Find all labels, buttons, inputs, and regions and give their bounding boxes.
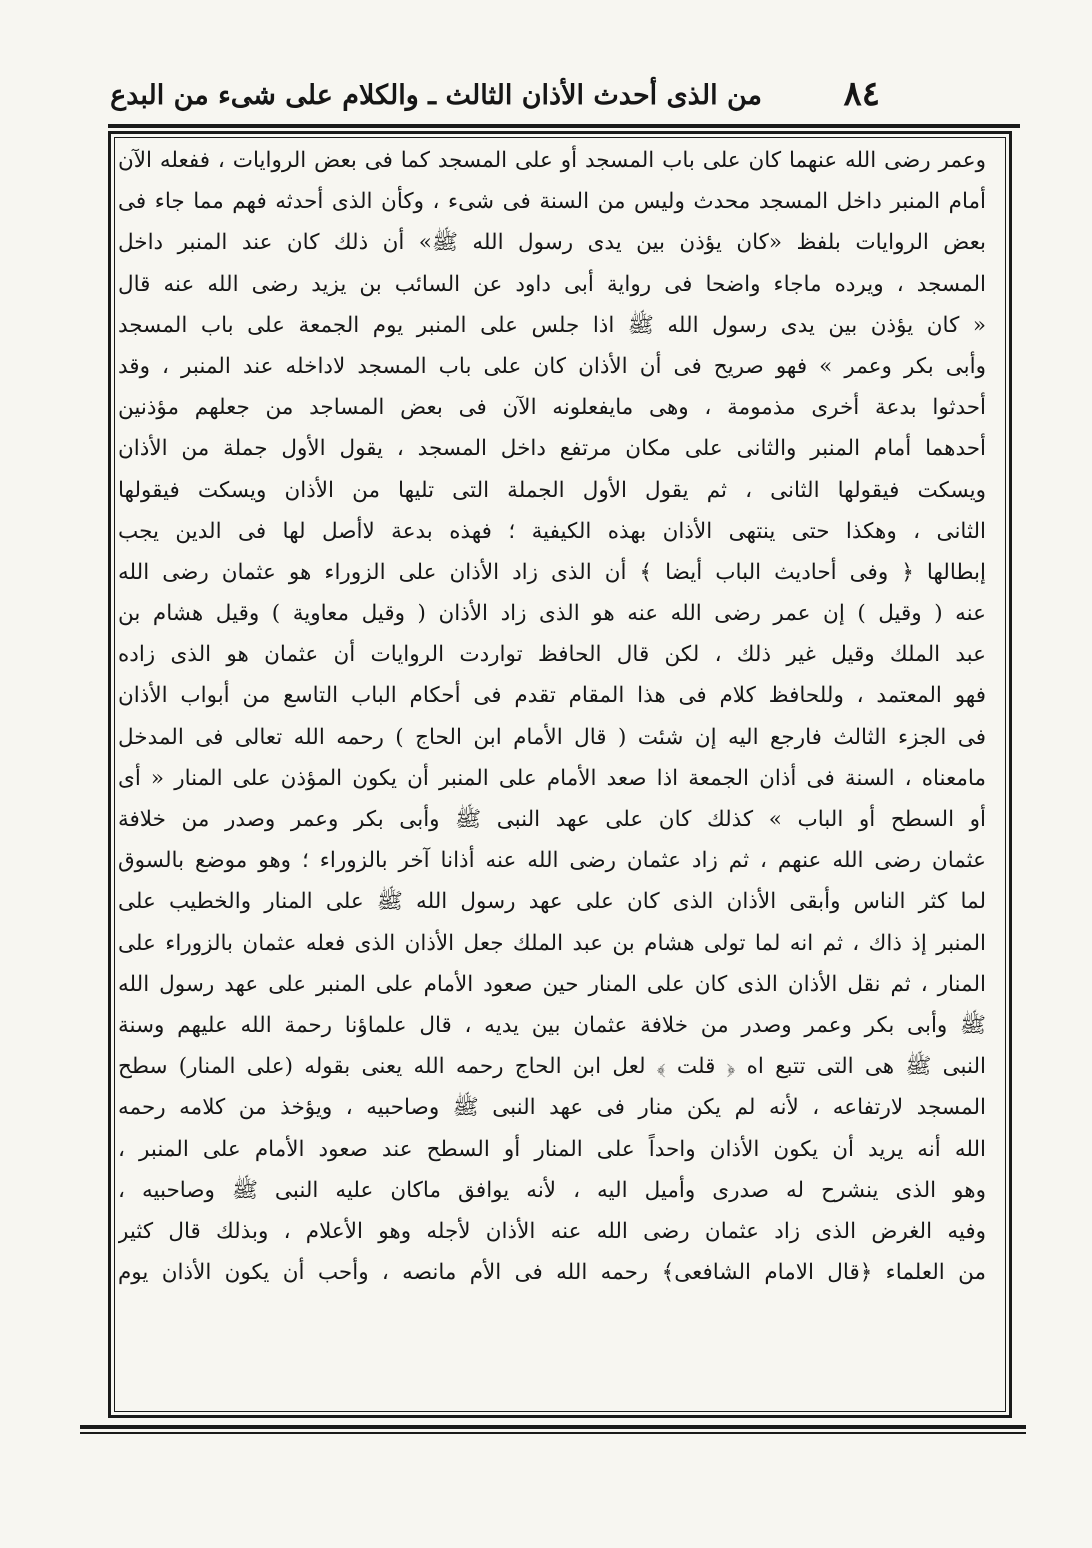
text-line: عبد الملك وقيل غير ذلك ، لكن قال الحافظ تواردت الروايات أن عثمان هو الذى زاده [118,642,986,668]
text-line: أحدثوا بدعة أخرى مذمومة ، وهى مايفعلونه الآن فى بعض المساجد من جعلهم مؤذنين [118,395,986,421]
bottom-rule [80,1425,1026,1429]
text-line: فى الجزء الثالث فارجع اليه إن شئت ( قال الأمام ابن الحاج ) رحمه الله تعالى فى المدخل [118,724,986,750]
text-line: وهو الذى ينشرح له صدرى وأميل اليه ، لأنه يوافق ماكان عليه النبى ﷺ وصاحبيه ، [118,1177,986,1203]
text-line: بعض الروايات بلفظ «كان يؤذن بين يدى رسول الله ﷺ» أن ذلك كان عند المنبر داخل [118,230,986,256]
text-line: ﷺ وأبى بكر وعمر وصدر من خلافة عثمان بين يديه ، قال علماؤنا رحمة الله عليهم وسنة [118,1012,986,1038]
page-header [110,74,880,124]
running-title: من الذى أحدث الأذان الثالث ـ والكلام على شىء من البدع [110,80,762,111]
text-line: الثانى ، وهكذا حتى ينتهى الأذان بهذه الكيفية ؛ فهذه بدعة لاأصل لها فى الدين يجب [118,518,986,544]
text-line: وأبى بكر وعمر » فهو صريح فى أن الأذان كان على باب المسجد لاداخله عند المنبر ، وقد [118,353,986,379]
text-line: مامعناه ، السنة فى أذان الجمعة اذا صعد الأمام على المنبر أن يكون المؤذن على المنار « أى [118,765,986,791]
text-line: المسجد ، ويرده ماجاء واضحا فى رواية أبى داود عن السائب بن يزيد رضى الله عنه قال [118,271,986,297]
text-line: أمام المنبر داخل المسجد محدث وليس من السنة فى شىء ، وكأن الذى أحدثه فهم مما جاء فى [118,189,986,215]
text-line: الله أنه يريد أن يكون الأذان واحداً على المنار أو السطح عند صعود الأمام على المنبر ، [118,1136,986,1162]
text-line: النبى ﷺ هى التى تتبع اه ﴿ قلت ﴾ لعل ابن الحاج رحمه الله يعنى بقوله (على المنار) سطح [118,1054,986,1080]
text-line: لما كثر الناس وأبقى الأذان الذى كان على عهد رسول الله ﷺ على المنار والخطيب على [118,889,986,915]
text-line: إبطالها ﴿ وفى أحاديث الباب أيضا ﴾ أن الذى زاد الأذان على الزوراء هو عثمان رضى الله [118,559,986,585]
text-line: أو السطح أو الباب » كذلك كان على عهد النبى ﷺ وأبى بكر وعمر وصدر من خلافة [118,807,986,832]
text-line: المسجد لارتفاعه ، لأنه لم يكن منار فى عهد النبى ﷺ وصاحبيه ، ويؤخذ من كلامه رحمه [118,1095,986,1121]
text-line: المنار ، ثم نقل الأذان الذى كان على المنار حين صعود الأمام على المنبر على عهد رسول الله [118,971,986,997]
body-text [118,140,986,1410]
text-line: ويسكت فيقولها الثانى ، ثم يقول الأول الجملة التى تليها من الأذان ويسكت فيقولها [118,477,986,503]
text-line: المنبر إذ ذاك ، ثم انه لما تولى هشام بن عبد الملك جعل الأذان الذى فعله عثمان بالزوراء على [118,930,986,956]
top-rule [108,124,1020,128]
text-line: « كان يؤذن بين يدى رسول الله ﷺ اذا جلس على المنبر يوم الجمعة على باب المسجد [118,312,986,338]
text-line: وعمر رضى الله عنهما كان على باب المسجد أو على المسجد كما فى بعض الروايات ، ففعله الآن [118,148,986,173]
page-number: ٨٤ [843,74,880,114]
text-line: أحدهما أمام المنبر والثانى على مكان مرتفع داخل المسجد ، يقول الأول جملة من الأذان [118,436,986,462]
text-line: عنه ( وقيل ) إن عمر رضى الله عنه هو الذى زاد الأذان ( وقيل معاوية ) وقيل هشام بن [118,601,986,627]
text-line: وفيه الغرض الذى زاد عثمان رضى الله عنه الأذان لأجله وهو الأعلام ، وبذلك قال كثير [118,1218,986,1244]
text-line: من العلماء ﴿قال الامام الشافعى﴾ رحمه الله فى الأم مانصه ، وأحب أن يكون الأذان يوم [118,1260,986,1286]
bottom-rule-thin [80,1432,1026,1434]
text-line: عثمان رضى الله عنهم ، ثم زاد عثمان رضى الله عنه أذانا آخر بالزوراء ؛ وهو موضع بالسوق [118,848,986,874]
text-line: فهو المعتمد ، وللحافظ كلام فى هذا المقام تقدم فى أحكام الباب التاسع من أبواب الأذان [118,683,986,709]
